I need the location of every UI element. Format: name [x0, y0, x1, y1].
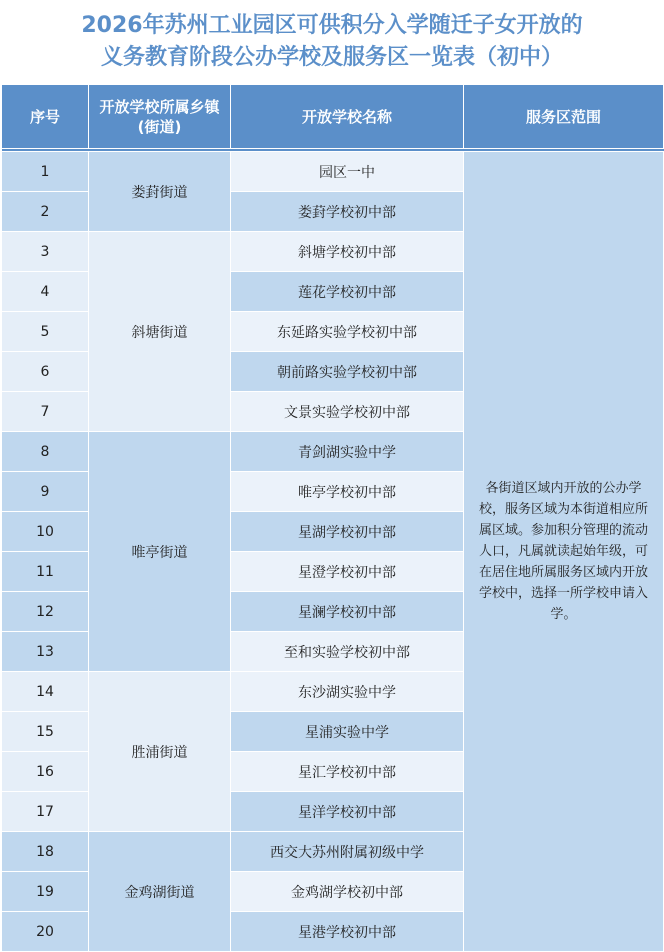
row-number: 3: [2, 232, 89, 272]
school-name: 东沙湖实验中学: [231, 672, 464, 712]
street-cell: 娄葑街道: [89, 152, 231, 232]
row-number: 5: [2, 312, 89, 352]
street-cell: 唯亭街道: [89, 432, 231, 672]
page-title: [0, 0, 664, 84]
row-number: 6: [2, 352, 89, 392]
header-no: 序号: [2, 85, 89, 149]
school-name: 至和实验学校初中部: [231, 632, 464, 672]
school-name: 星澜学校初中部: [231, 592, 464, 632]
row-number: 10: [2, 512, 89, 552]
header-row: [2, 85, 664, 149]
table-row: [2, 152, 664, 192]
row-number: 17: [2, 792, 89, 832]
school-name: 西交大苏州附属初级中学: [231, 832, 464, 872]
row-number: 7: [2, 392, 89, 432]
school-name: 园区一中: [231, 152, 464, 192]
row-number: 20: [2, 912, 89, 952]
school-name: 星港学校初中部: [231, 912, 464, 952]
row-number: 9: [2, 472, 89, 512]
school-name: 星澄学校初中部: [231, 552, 464, 592]
header-street: [89, 85, 231, 149]
row-number: 15: [2, 712, 89, 752]
school-name: 东延路实验学校初中部: [231, 312, 464, 352]
school-name: 星浦实验中学: [231, 712, 464, 752]
school-name: 星洋学校初中部: [231, 792, 464, 832]
header-service: 服务区范围: [464, 85, 664, 149]
header-school: 开放学校名称: [231, 85, 464, 149]
school-name: 朝前路实验学校初中部: [231, 352, 464, 392]
street-cell: 胜浦街道: [89, 672, 231, 832]
school-name: 星湖学校初中部: [231, 512, 464, 552]
street-cell: 金鸡湖街道: [89, 832, 231, 952]
school-name: 唯亭学校初中部: [231, 472, 464, 512]
row-number: 4: [2, 272, 89, 312]
title-line-1: 2026年苏州工业园区可供积分入学随迁子女开放的: [81, 13, 583, 38]
row-number: 1: [2, 152, 89, 192]
school-table: [1, 84, 664, 952]
row-number: 16: [2, 752, 89, 792]
header-street-line-2: (街道): [137, 117, 182, 136]
school-name: 莲花学校初中部: [231, 272, 464, 312]
school-name: 娄葑学校初中部: [231, 192, 464, 232]
row-number: 11: [2, 552, 89, 592]
row-number: 2: [2, 192, 89, 232]
service-area-cell: 各街道区域内开放的公办学校，服务区域为本街道相应所属区域。参加积分管理的流动人口，凡属就读起始年级，可在居住地所属服务区域内开放学校中，选择一所学校申请入学。: [464, 152, 664, 952]
header-street-line-1: 开放学校所属乡镇: [99, 97, 220, 116]
row-number: 12: [2, 592, 89, 632]
school-name: 星汇学校初中部: [231, 752, 464, 792]
title-line-2: 义务教育阶段公办学校及服务区一览表（初中）: [100, 45, 563, 70]
row-number: 19: [2, 872, 89, 912]
school-name: 金鸡湖学校初中部: [231, 872, 464, 912]
school-name: 斜塘学校初中部: [231, 232, 464, 272]
school-name: 文景实验学校初中部: [231, 392, 464, 432]
row-number: 8: [2, 432, 89, 472]
row-number: 18: [2, 832, 89, 872]
street-cell: 斜塘街道: [89, 232, 231, 432]
row-number: 14: [2, 672, 89, 712]
school-name: 青剑湖实验中学: [231, 432, 464, 472]
row-number: 13: [2, 632, 89, 672]
